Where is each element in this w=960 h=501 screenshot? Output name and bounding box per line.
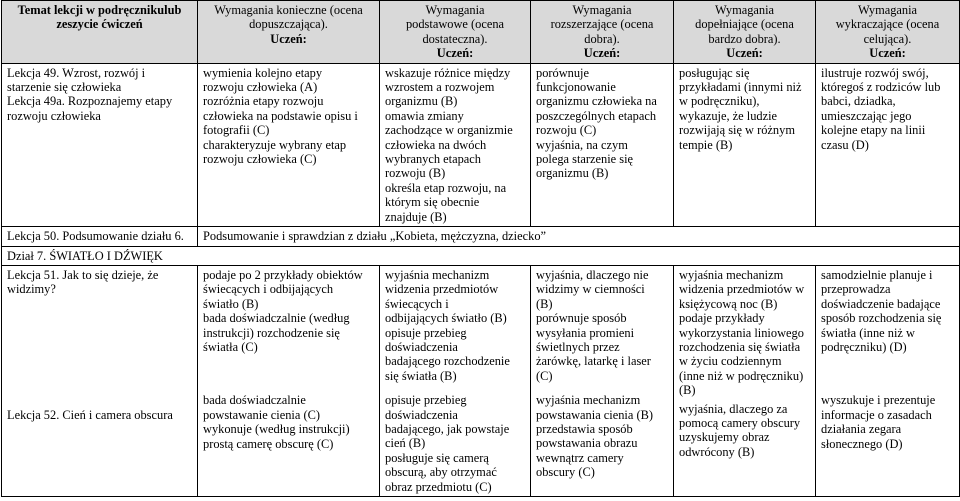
extended-cell: wyjaśnia, dlaczego nie widzimy w ciemności (B) porównuje sposób wysyłania promieni świetlnych przez żarówkę, latarkę i laser (C) wyjaśnia mechanizm powstawania cienia (B) przedstawia sposób powstawania obrazu wewnątrz camery obscury (C)	[531, 265, 674, 496]
lesson-topic-cell	[2, 63, 198, 226]
extended-cell: porównuje funkcjonowanie organizmu człowieka na poszczególnych etapach rozwoju (C) wyjaśnia, na czym polega starzenie się organizmu (B)	[531, 63, 674, 226]
lesson-49: Lekcja 49. Wzrost, rozwój i starzenie się człowieka	[7, 65, 146, 95]
header-basic: Wymagania podstawowe (ocena dostateczna). Uczeń:	[380, 1, 531, 64]
header-row	[2, 1, 960, 64]
header-extended: Wymagania rozszerzające (ocena dobra). Uczeń:	[531, 1, 674, 64]
basic-cell: wskazuje różnice między wzrostem a rozwojem organizmu (B) omawia zmiany zachodzące w organizmie człowieka na dwóch wybranych etapach rozwoju (B) określa etap rozwoju, na którym się obecnie znajduje (B)	[380, 63, 531, 226]
exceeding-cell: samodzielnie planuje i przeprowadza doświadczenie badające sposób rozchodzenia się światła (inne niż w podręczniku) (D) wyszukuje i prezentuje informacje o zasadach działania zegara słonecznego (D)	[816, 265, 960, 496]
supplementary-cell: posługując się przykładami (innymi niż w podręczniku), wykazuje, że ludzie rozwijają się w różnym tempie (B)	[674, 63, 816, 226]
table-row	[2, 227, 960, 246]
lesson-50: Lekcja 50. Podsumowanie działu 6.	[2, 227, 198, 246]
summary-cell: Podsumowanie i sprawdzian z działu „Kobieta, mężczyzna, dziecko”	[198, 227, 960, 246]
lesson-49a: Lekcja 49a. Rozpoznajemy etapy rozwoju człowieka	[7, 94, 173, 123]
lesson-51: Lekcja 51. Jak to się dzieje, że widzimy?	[7, 267, 159, 297]
section-title: Dział 7. ŚWIATŁO I DŹWIĘK	[2, 246, 960, 265]
lesson-52: Lekcja 52. Cień i camera obscura	[7, 407, 173, 422]
table-row	[2, 265, 960, 496]
exceeding-cell: ilustruje rozwój swój, któregoś z rodziców lub babci, dziadka, umieszczając jego kolejne etapy na linii czasu (D)	[816, 63, 960, 226]
header-necessary: Wymagania konieczne (ocena dopuszczająca). Uczeń:	[198, 1, 380, 64]
requirements-table	[1, 0, 960, 497]
header-exceeding: Wymagania wykraczające (ocena celująca). Uczeń:	[816, 1, 960, 64]
supplementary-cell: wyjaśnia mechanizm widzenia przedmiotów w księżycową noc (B) podaje przykłady wykorzystania liniowego rozchodzenia się światła w życiu codziennym (inne niż w podręczniku) (B) wyjaśnia, dlaczego za pomocą camery obscury uzyskujemy obraz odwrócony (B)	[674, 265, 816, 496]
basic-cell: wyjaśnia mechanizm widzenia przedmiotów świecących i odbijających światło (B) opisuje przebieg doświadczenia badającego rozchodzenie się światła (B) opisuje przebieg doświadczenia badającego, jak powstaje cień (B) posługuje się camerą obscurą, aby otrzymać obraz przedmiotu (C)	[380, 265, 531, 496]
necessary-cell: wymienia kolejno etapy rozwoju człowieka (A) rozróżnia etapy rozwoju człowieka na podstawie opisu i fotografii (C) charakteryzuje wybrany etap rozwoju człowieka (C)	[198, 63, 380, 226]
lesson-topic-cell	[2, 265, 198, 496]
header-supplementary: Wymagania dopełniające (ocena bardzo dobra). Uczeń:	[674, 1, 816, 64]
table-row	[2, 63, 960, 226]
header-topic: Temat lekcji w podręcznikulub zeszycie ćwiczeń	[2, 1, 198, 64]
necessary-cell: podaje po 2 przykłady obiektów świecących i odbijających światło (B) bada doświadczalnie (według instrukcji) rozchodzenie się światła (C) bada doświadczalnie powstawanie cienia (C) wykonuje (według instrukcji) prostą camerę obscurę (C)	[198, 265, 380, 496]
section-row	[2, 246, 960, 265]
